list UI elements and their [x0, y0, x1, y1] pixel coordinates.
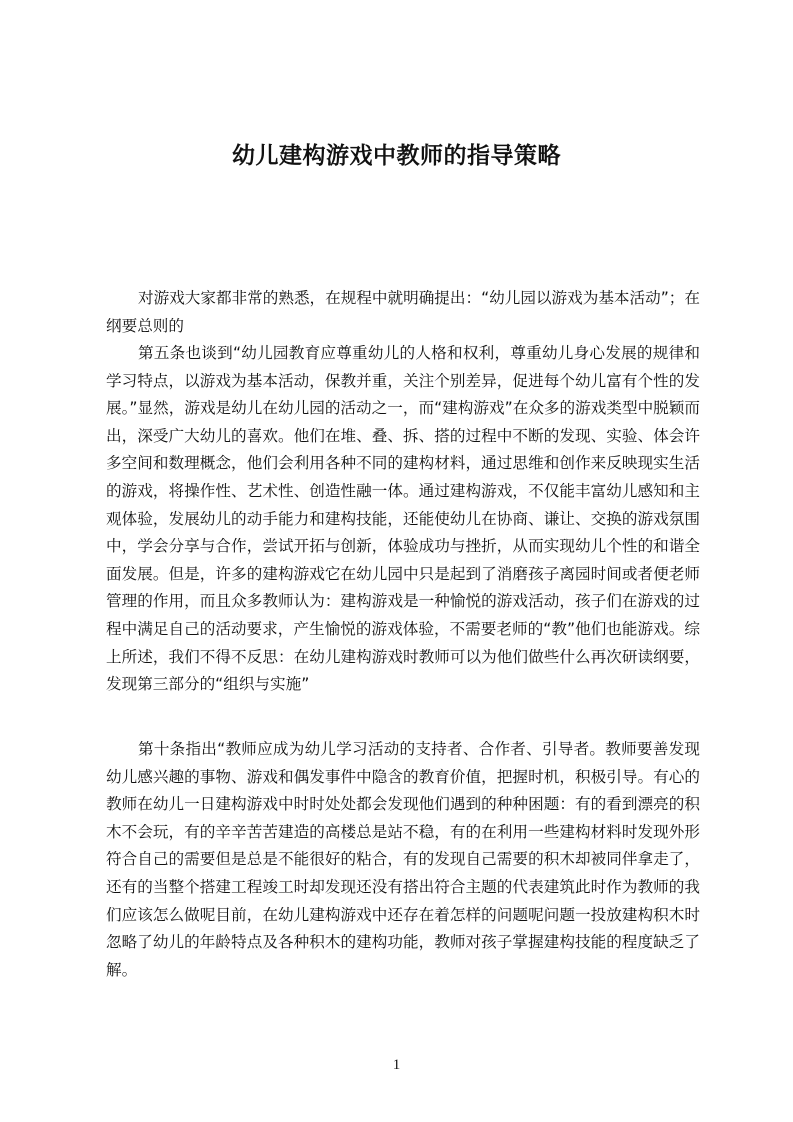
paragraph-3: 第十条指出“教师应成为幼儿学习活动的支持者、合作者、引导者。教师要善发现幼儿感兴趣的事物、游戏和偶发事件中隐含的教育价值，把握时机，积极引导。有心的教师在幼儿一日建构游戏中时时处处都会发现他们遇到的种种困题：有的看到漂亮的积木不会玩，有的辛辛苦苦建造的高楼总是站不稳，有的在利用一些建构材料时发现外形符合自己的需要但是总是不能很好的粘合，有的发现自己需要的积木却被同伴拿走了，还有的当整个搭建工程竣工时却发现还没有搭出符合主题的代表建筑此时作为教师的我们应该怎么做呢目前，在幼儿建构游戏中还存在着怎样的问题呢问题一投放建构积木时忽略了幼儿的年龄特点及各种积木的建构功能，教师对孩子掌握建构技能的程度缺乏了解。 — [106, 740, 700, 979]
paragraph-3-container — [106, 736, 700, 984]
paragraph-2-container — [106, 340, 700, 699]
paragraph-1-container — [106, 285, 700, 340]
page-number: 1 — [392, 1057, 401, 1073]
paragraph-1: 对游戏大家都非常的熟悉，在规程中就明确提出：“幼儿园以游戏为基本活动”；在纲要总则的 — [106, 289, 700, 335]
document-title: 幼儿建构游戏中教师的指导策略 — [232, 143, 561, 169]
paragraph-2: 第五条也谈到“幼儿园教育应尊重幼儿的人格和权利，尊重幼儿身心发展的规律和学习特点，以游戏为基本活动，保教并重，关注个别差异，促进每个幼儿富有个性的发展。”显然，游戏是幼儿在幼儿园的活动之一，而“建构游戏”在众多的游戏类型中脱颖而出，深受广大幼儿的喜欢。他们在堆、叠、拆、搭的过程中不断的发现、实验、体会许多空间和数理概念，他们会利用各种不同的建构材料，通过思维和创作来反映现实生活的游戏，将操作性、艺术性、创造性融一体。通过建构游戏，不仅能丰富幼儿感知和主观体验，发展幼儿的动手能力和建构技能，还能使幼儿在协商、谦让、交换的游戏氛围中，学会分享与合作，尝试开拓与创新，体验成功与挫折，从而实现幼儿个性的和谐全面发展。但是，许多的建构游戏它在幼儿园中只是起到了消磨孩子离园时间或者便老师管理的作用，而且众多教师认为：建构游戏是一种愉悦的游戏活动，孩子们在游戏的过程中满足自己的活动要求，产生愉悦的游戏体验，不需要老师的“教”他们也能游戏。综上所述，我们不得不反思：在幼儿建构游戏时教师可以为他们做些什么再次研读纲要，发现第三部分的“组织与实施” — [106, 344, 700, 694]
